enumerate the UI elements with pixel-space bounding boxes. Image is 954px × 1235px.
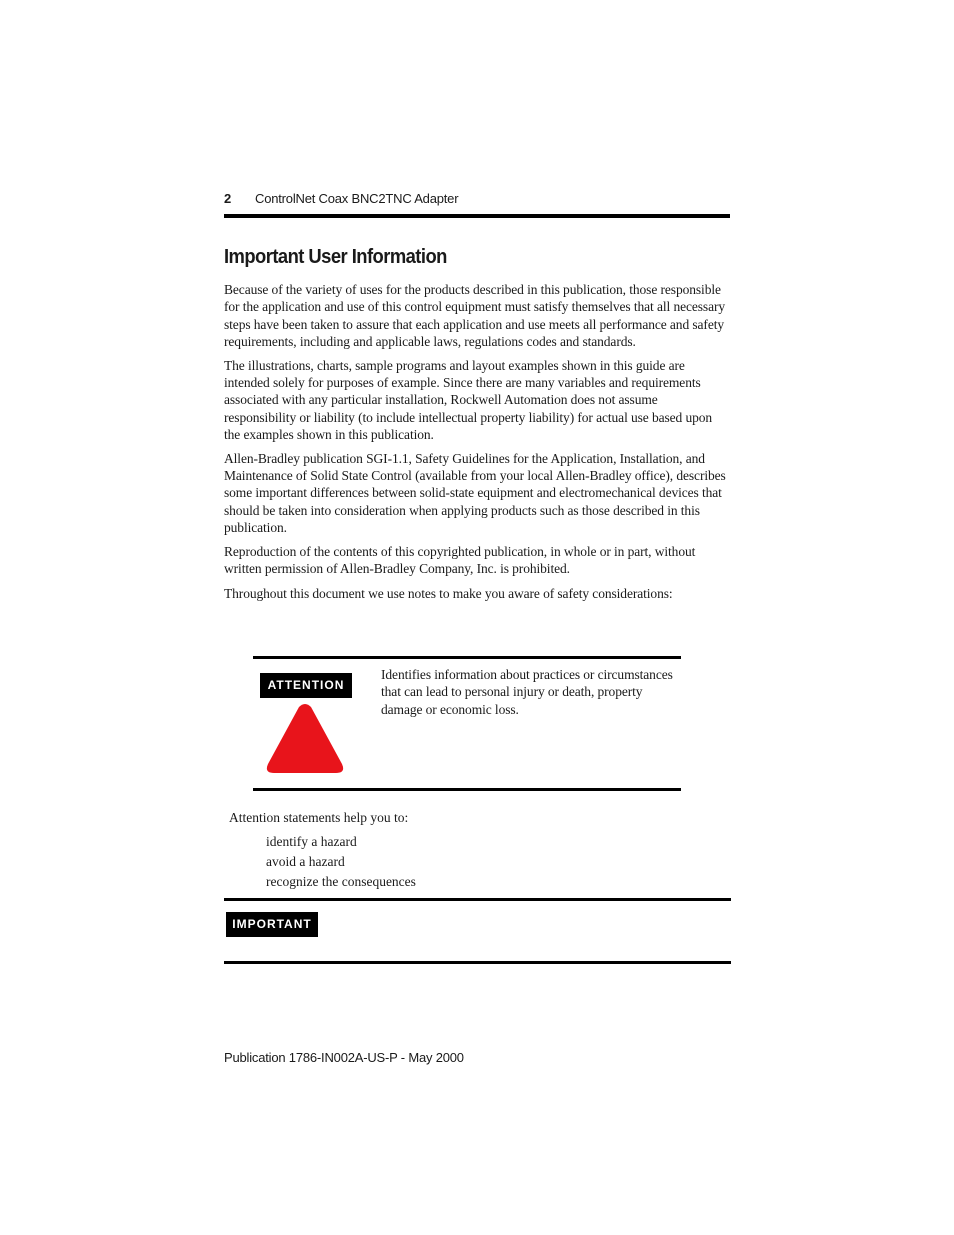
running-title: ControlNet Coax BNC2TNC Adapter <box>255 191 459 206</box>
paragraph-reproduction: Reproduction of the contents of this copyrighted publication, in whole or in part, without written permission of Allen-Bradley Company, Inc. is prohibited. <box>224 543 696 577</box>
paragraph-notes: Throughout this document we use notes to make you aware of safety considerations: <box>224 585 673 601</box>
attention-statements-list <box>266 832 416 892</box>
publication-footer: Publication 1786-IN002A-US-P - May 2000 <box>224 1050 464 1065</box>
attention-description: Identifies information about practices or circumstances that can lead to personal injury or death, property damage or economic loss. <box>381 667 673 717</box>
page-title: Important User Information <box>224 246 447 268</box>
list-item: identify a hazard <box>266 834 357 849</box>
list-item: recognize the consequences <box>266 874 416 889</box>
warning-triangle-icon <box>265 703 345 775</box>
attention-badge: ATTENTION <box>260 673 352 698</box>
important-rule-top <box>224 898 731 901</box>
attention-rule-bottom <box>253 788 681 791</box>
paragraph-illustrations: The illustrations, charts, sample programs and layout examples shown in this guide are intended solely for purposes of example. Since there are many variables and requirements associated with any particular installation, Rockwell Automation does not assume responsibility or liability (to include intellectual property liability) for actual use based upon the examples shown in this publication. <box>224 357 713 443</box>
paragraph-safety-guidelines: Allen-Bradley publication SGI-1.1, Safety Guidelines for the Application, Installation, and Maintenance of Solid State Control (available from your local Allen-Bradley office), describes some important differences between solid-state equipment and electromechanical devices that should be taken into consideration when applying products such as those described in this publication. <box>224 450 726 536</box>
page-number: 2 <box>224 191 232 206</box>
important-badge: IMPORTANT <box>226 912 318 937</box>
attention-rule-top <box>253 656 681 659</box>
attention-statements-intro: Attention statements help you to: <box>229 810 409 825</box>
list-item: avoid a hazard <box>266 854 345 869</box>
important-rule-bottom <box>224 961 731 964</box>
header-rule <box>224 214 730 218</box>
paragraph-variety-of-uses: Because of the variety of uses for the products described in this publication, those responsible for the application and use of this control equipment must satisfy themselves that all necessary steps have been taken to assure that each application and use meets all performance and safety requirements, including and applicable laws, regulations codes and standards. <box>224 282 726 350</box>
body-text <box>224 281 730 610</box>
